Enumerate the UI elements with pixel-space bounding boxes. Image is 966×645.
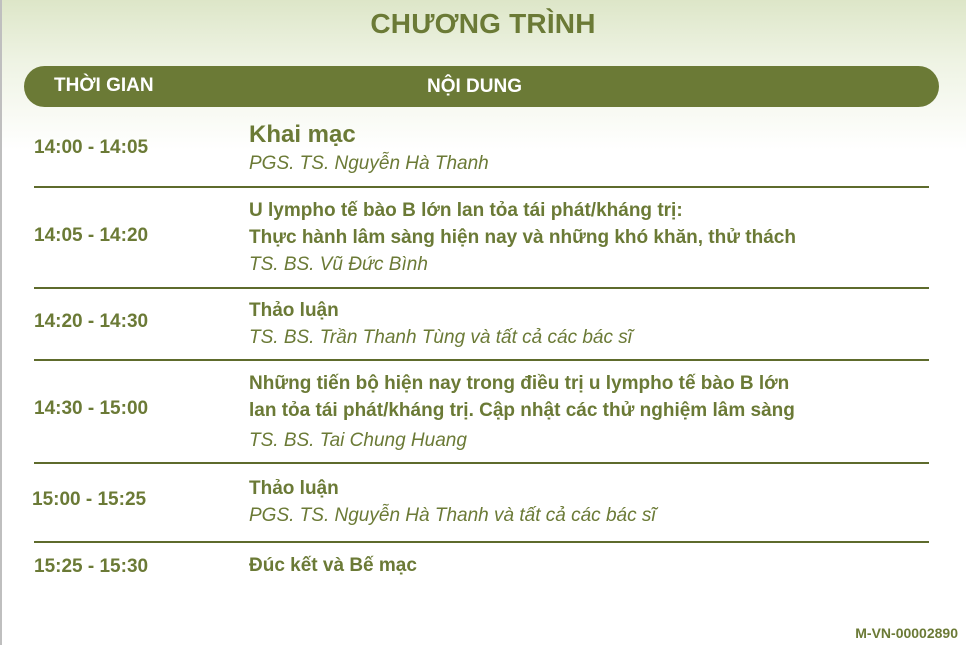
session-topic: Thảo luận <box>249 478 339 499</box>
session-topic-line: Những tiến bộ hiện nay trong điều trị u lympho tế bào B lớn <box>249 373 790 394</box>
session-speaker: TS. BS. Trần Thanh Tùng và tất cả các bác sĩ <box>249 327 632 348</box>
page-title: CHƯƠNG TRÌNH <box>370 8 596 39</box>
session-speaker: PGS. TS. Nguyễn Hà Thanh <box>249 153 489 174</box>
session-time: 14:00 - 14:05 <box>34 137 149 158</box>
row-divider <box>34 359 929 361</box>
header-content-label: NỘI DUNG <box>427 76 522 97</box>
session-topic-line: U lympho tế bào B lớn lan tỏa tái phát/kháng trị: <box>249 200 683 221</box>
session-topic: Khai mạc <box>249 121 356 148</box>
session-speaker: TS. BS. Tai Chung Huang <box>249 430 467 451</box>
session-time: 15:00 - 15:25 <box>32 489 147 510</box>
session-speaker: TS. BS. Vũ Đức Bình <box>249 254 428 275</box>
row-divider <box>34 186 929 188</box>
session-topic-line: lan tỏa tái phát/kháng trị. Cập nhật các thử nghiệm lâm sàng <box>249 400 795 421</box>
session-topic: Thảo luận <box>249 300 339 321</box>
table-header-bar <box>24 66 939 107</box>
session-topic-line: Thực hành lâm sàng hiện nay và những khó khăn, thử thách <box>249 227 796 248</box>
header-time-label: THỜI GIAN <box>54 75 154 96</box>
session-time: 14:05 - 14:20 <box>34 225 149 246</box>
session-time: 14:30 - 15:00 <box>34 398 149 419</box>
left-border-rule <box>0 0 2 645</box>
session-time: 14:20 - 14:30 <box>34 311 149 332</box>
session-topic: Đúc kết và Bế mạc <box>249 555 417 576</box>
session-speaker: PGS. TS. Nguyễn Hà Thanh và tất cả các bác sĩ <box>249 505 656 526</box>
session-time: 15:25 - 15:30 <box>34 556 149 577</box>
row-divider <box>34 541 929 543</box>
row-divider <box>34 462 929 464</box>
document-code: M-VN-00002890 <box>855 625 958 641</box>
row-divider <box>34 287 929 289</box>
